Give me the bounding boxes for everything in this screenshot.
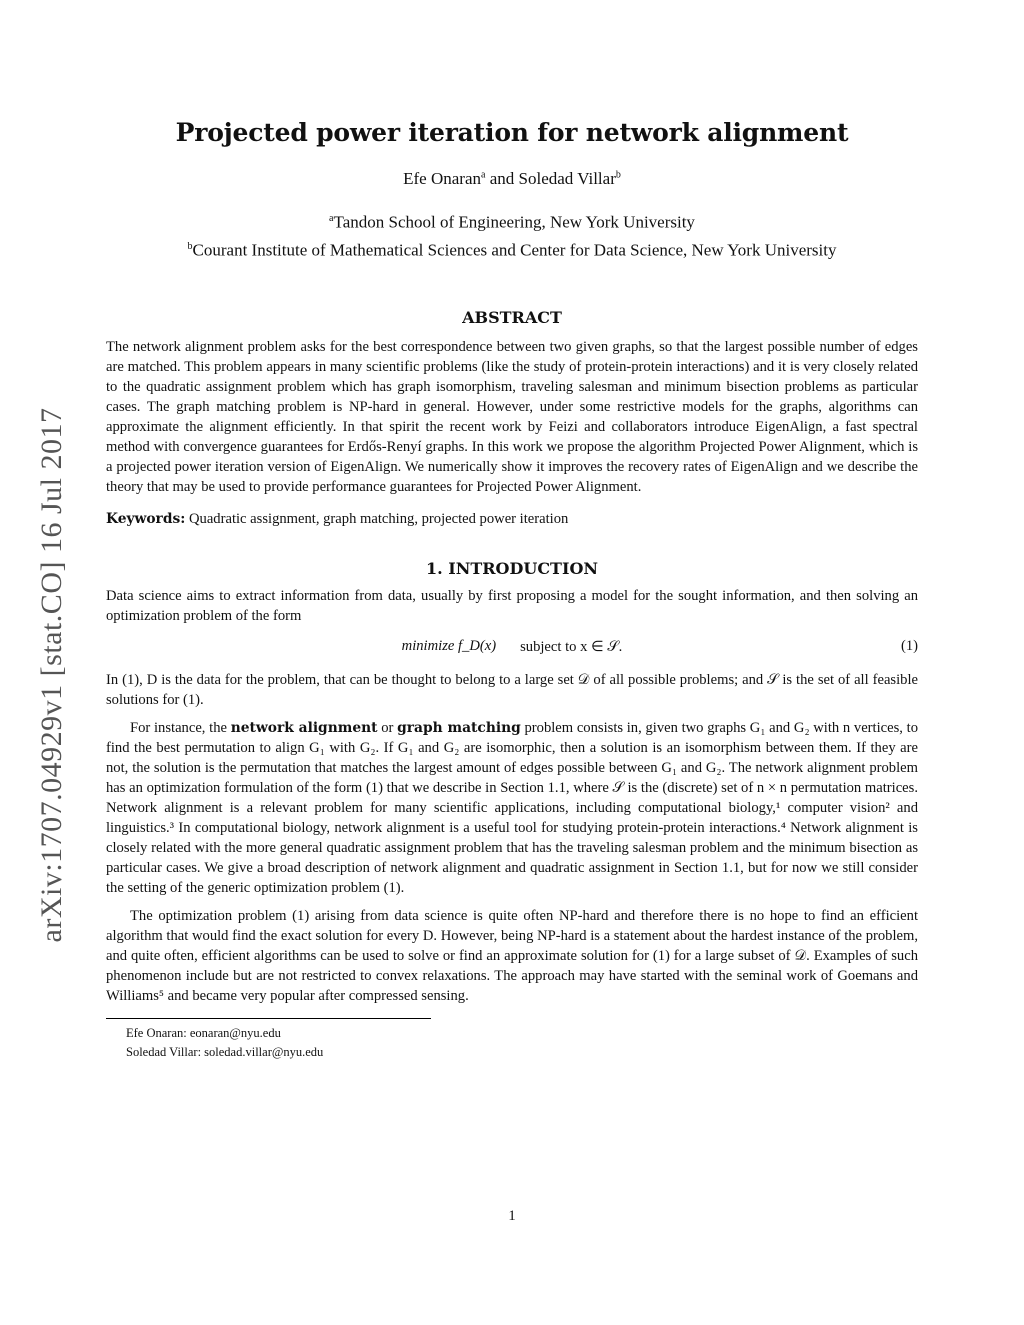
arxiv-identifier: arXiv:1707.04929v1 [stat.CO] 16 Jul 2017 bbox=[35, 407, 68, 943]
keywords-label: Keywords: bbox=[106, 511, 186, 528]
affiliation-a-sup: a bbox=[329, 213, 334, 224]
intro-paragraph-3 bbox=[106, 718, 918, 898]
arxiv-sidebar bbox=[28, 365, 76, 985]
p3-lead: For instance, the bbox=[130, 720, 231, 737]
author-2: Soledad Villar bbox=[518, 169, 616, 188]
abstract-text: The network alignment problem asks for the best correspondence between two given graphs, so that the largest possible number of edges are matched. This problem appears in many scientific problems (like the study of protein-protein interactions) and it is very closely related to the quadratic assignment problem which has graph isomorphism, traveling salesman and minimum bisection problems as particular cases. The graph matching problem is NP-hard in general. However, under some restrictive models for the graphs, algorithms can approximate the alignment efficiently. In that spirit the recent work by Feizi and collaborators introduce EigenAlign, a fast spectral method with convergence guarantees for Erdős-Renyí graphs. In this work we propose the algorithm Projected Power Alignment, which is a projected power iteration version of EigenAlign. We numerically show it improves the recovery rates of EigenAlign and we describe the theory that may be used to provide performance guarantees for Projected Power Alignment. bbox=[106, 339, 918, 496]
affiliations bbox=[106, 207, 918, 262]
affiliation-a-text: Tandon School of Engineering, New York University bbox=[333, 212, 695, 232]
affiliation-a bbox=[94, 207, 930, 235]
keywords-text: Quadratic assignment, graph matching, projected power iteration bbox=[185, 511, 569, 528]
intro-paragraph-2: In (1), D is the data for the problem, that can be thought to belong to a large set 𝒟 of all possible problems; and 𝒮 is the set of all feasible solutions for (1). bbox=[106, 672, 918, 709]
footnote-1: Efe Onaran: eonaran@nyu.edu bbox=[126, 1026, 281, 1041]
abstract-heading: ABSTRACT bbox=[462, 308, 562, 328]
intro-paragraph-1: Data science aims to extract information from data, usually by first proposing a model for the sought information, and then solving an optimization problem of the form bbox=[106, 588, 918, 625]
equation-1 bbox=[106, 638, 918, 658]
author-2-sup: b bbox=[615, 169, 621, 181]
paper-page bbox=[106, 118, 918, 1062]
author-list bbox=[106, 169, 918, 189]
footnotes bbox=[106, 1024, 918, 1062]
p3-body: problem consists in, given two graphs G₁ and G₂ with n vertices, to find the best permutation to align G₁ with G₂. If G₁ and G₂ are isomorphic, then a solution is an isomorphism between them. If they are not, the solution is the permutation that matches the largest amount of edges possible between G₁ and G₂. The network alignment problem has an optimization formulation of the form (1) that we describe in Section 1.1, where 𝒮 is the (discrete) set of n × n permutation matrices. Network alignment is a relevant problem for many scientific applications, including computational biology,¹ computer vision² and linguistics.³ In computational biology, network alignment is a useful tool for studying protein-protein interactions.⁴ Network alignment is closely related with the more general quadratic assignment problem that has the traveling salesman problem and the minimum bisection as particular cases. We give a broad description of network alignment and quadratic assignment in Section 1.1, but for now we still consider the setting of the generic optimization problem (1). bbox=[106, 720, 918, 897]
keywords bbox=[106, 509, 918, 529]
footnote-2: Soledad Villar: soledad.villar@nyu.edu bbox=[126, 1045, 324, 1060]
author-1: Efe Onaran bbox=[403, 169, 482, 188]
term-network-alignment: network alignment bbox=[230, 720, 378, 737]
equation-left: minimize f_D(x) bbox=[401, 638, 497, 655]
equation-right: subject to x ∈ 𝒮. bbox=[520, 639, 623, 656]
p3-or: or bbox=[377, 720, 398, 737]
affiliation-b-sup: b bbox=[187, 240, 193, 252]
term-graph-matching: graph matching bbox=[397, 720, 521, 737]
equation-number: (1) bbox=[900, 638, 918, 655]
footnote-rule bbox=[106, 1018, 431, 1019]
affiliation-b bbox=[94, 235, 930, 263]
affiliation-b-text: Courant Institute of Mathematical Sciences and Center for Data Science, New York University bbox=[192, 240, 837, 260]
author-joiner: and bbox=[485, 169, 519, 188]
author-1-sup: a bbox=[481, 169, 486, 181]
page-number: 1 bbox=[508, 1208, 516, 1224]
intro-paragraph-4: The optimization problem (1) arising from data science is quite often NP-hard and therefore there is no hope to find an efficient algorithm that would find the exact solution for every D. However, being NP-hard is a statement about the hardest instance of the problem, and quite often, efficient algorithms can be used to solve or find an approximate solution for (1) for a large subset of 𝒟. Examples of such phenomenon include but are not restricted to convex relaxations. The approach may have started with the seminal work of Goemans and Williams⁵ and became very popular after compressed sensing. bbox=[106, 908, 918, 1005]
paper-title: Projected power iteration for network alignment bbox=[175, 118, 849, 147]
intro-heading: 1. INTRODUCTION bbox=[425, 559, 599, 579]
